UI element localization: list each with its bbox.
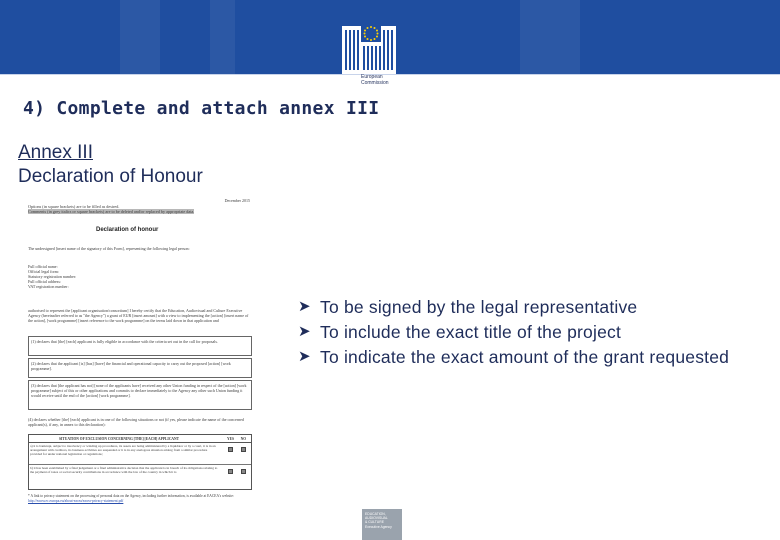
european-commission-logo [342, 20, 438, 86]
list-item-text: To indicate the exact amount of the grant requested [320, 347, 730, 367]
doc-options-line-2: Comments (in grey italics or square brackets) are to be deleted and/or replaced by appropriate data. [28, 209, 195, 215]
agency-line-4: Executive Agency [365, 524, 392, 529]
list-item [296, 346, 766, 368]
doc-footnote [28, 494, 252, 503]
doc-exclusion-table [28, 434, 252, 490]
doc-date: December 2015 [224, 198, 250, 203]
declaration-document-thumbnail [26, 196, 256, 518]
agency-line-1: EDUCATION, [365, 512, 386, 516]
doc-options-line-1: Options (in square brackets) are to be filled as desired. [28, 204, 120, 209]
arrow-bullet-icon: ➤ [298, 323, 311, 340]
agency-line-3: & CULTURE [365, 520, 384, 525]
doc-item-box [28, 336, 252, 356]
arrow-bullet-icon: ➤ [298, 348, 311, 365]
doc-table-header-label: SITUATION OF EXCLUSION CONCERNING [THE] [EACH] APPLICANT [59, 437, 180, 441]
list-item [296, 296, 766, 318]
list-item-text: To include the exact title of the project [320, 322, 622, 342]
doc-field: Full official name: [28, 264, 58, 269]
doc-item-4: (4) declares whether [the] [each] applicant is in one of the following situations or not (if yes, please indicate the name of the concerned applicant(s), if any, in annex to this declaration): [28, 417, 244, 427]
commission-building-icon [342, 20, 396, 74]
list-item [296, 321, 766, 343]
doc-table-header [29, 435, 251, 443]
list-item-text: To be signed by the legal representative [320, 297, 638, 317]
doc-col-yes: YES [227, 437, 234, 441]
header-stripe [210, 0, 235, 74]
doc-table-row [29, 465, 251, 487]
slide-title: 4) Complete and attach annex III [23, 98, 380, 119]
doc-field: Full official address: [28, 279, 62, 284]
yes-checkbox [228, 447, 233, 452]
doc-field: Statutory registration number: [28, 274, 77, 279]
doc-options [28, 204, 194, 214]
yes-checkbox [228, 469, 233, 474]
doc-intro: The undersigned [insert name of the signatory of this Form], representing the following legal person: [28, 246, 190, 251]
doc-heading: Declaration of honour [96, 227, 159, 233]
doc-item-3: (3) declares that [the applicant has not] [none of the applicants have] received any other Union funding in respect of the [action] [work programme] subject of this or other applications and commits to declare immediately to the Agency any other such Union funding it would receive until the end of the [action] [work programme]. [31, 383, 247, 398]
doc-footnote-text: * A link to privacy statement on the processing of personal data on the Agency, including further information, is available at EACEA's website: [28, 494, 235, 498]
doc-item-2: (2) declares that the applicant [is] [has] [have] the financial and operational capacity to carry out the proposed [action] [work programme]. [31, 361, 231, 371]
annex-title-line-1: Annex III [18, 142, 93, 163]
header-stripe [520, 0, 580, 74]
no-checkbox [241, 469, 246, 474]
doc-fields [28, 264, 250, 289]
doc-field: VAT registration number: [28, 284, 69, 289]
logo-line-1: European [361, 74, 383, 80]
doc-item-1: (1) declares that [the] [each] applicant is fully eligible in accordance with the criteria set out in the call for proposals. [31, 339, 218, 344]
eacea-logo [362, 509, 402, 540]
annex-title-line-2: Declaration of Honour [18, 166, 203, 187]
doc-authorised: authorised to represent the [applicant organisation/consortium] I hereby certify that the Education, Audiovisual and Culture Executive Agency (hereinafter referred to as "the Agency") a grant of EUR [insert amount] with a view to implementing the [action] [insert name of the action], [work programme] [insert reference to the work programme] on the terms laid down in that application and [28, 308, 249, 323]
no-checkbox [241, 447, 246, 452]
doc-item-box [28, 358, 252, 378]
doc-col-no: NO [240, 437, 246, 441]
doc-table-row [29, 443, 251, 465]
requirements-list [296, 296, 766, 371]
doc-row-a: a) it is bankrupt, subject to insolvency or winding up procedures, its assets are being administered by a liquidator or by a court, it is in an arrangement with creditors, its business activities are suspended or it is in any analogous situation arising from a similar procedure provided for under national legislation or regulations; [30, 444, 216, 457]
logo-line-2: Commission [361, 80, 389, 86]
doc-footnote-link[interactable]: http://eacea.ec.europa.eu/about-eacea/eacea-privacy-statement.pdf [28, 498, 124, 503]
arrow-bullet-icon: ➤ [298, 298, 311, 315]
doc-field: Official legal form: [28, 269, 60, 274]
doc-row-b: b) it has been established by a final judgement or a final administrative decision that the applicant is in breach of its obligations relating to the payment of taxes or social security contributions in accordance with the law of the country in which it is [30, 466, 218, 475]
annex-title [18, 141, 203, 189]
header-stripe [120, 0, 160, 74]
agency-line-2: AUDIOVISUAL [365, 516, 388, 521]
commission-logo-text [361, 74, 389, 86]
doc-item-box [28, 380, 252, 410]
header-underline [0, 74, 780, 75]
